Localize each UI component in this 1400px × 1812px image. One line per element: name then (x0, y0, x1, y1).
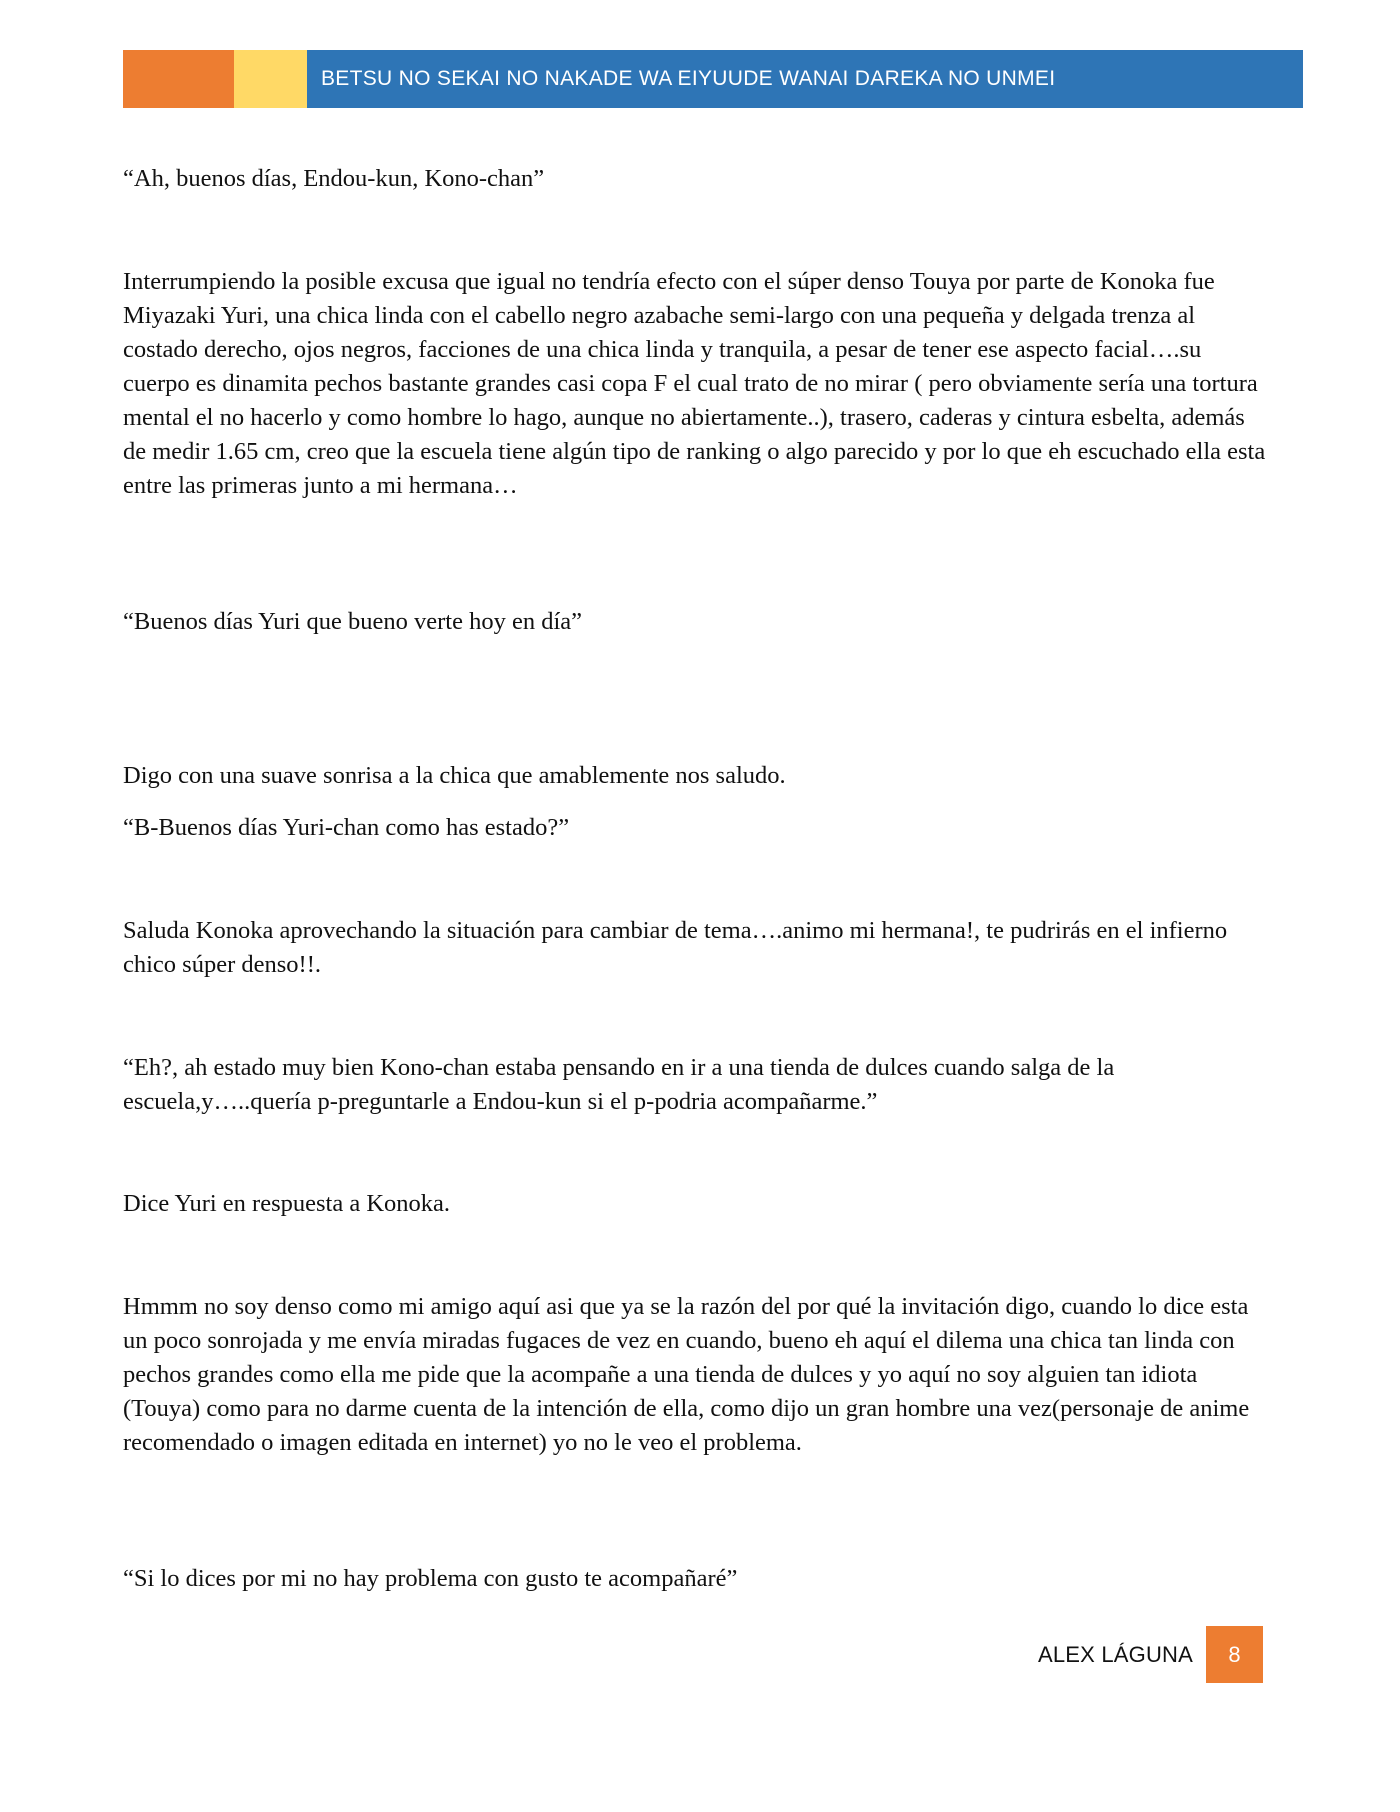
paragraph: Interrumpiendo la posible excusa que igual no tendría efecto con el súper denso Touya por parte de Konoka fue Miyazaki Yuri, una chica linda con el cabello negro azabache semi-largo con una pequeña y delgada trenza al costado derecho, ojos negros, facciones de una chica linda y tranquila, a pesar de tener ese aspecto facial….su cuerpo es dinamita pechos bastante grandes casi copa F el cual trato de no mirar ( pero obviamente sería una tortura mental el no hacerlo y como hombre lo hago, aunque no abiertamente..), trasero, caderas y cintura esbelta, además de medir 1.65 cm, creo que la escuela tiene algún tipo de ranking o algo parecido y por lo que eh escuchado ella esta entre las primeras junto a mi hermana… (123, 268, 1266, 499)
paragraph: Hmmm no soy denso como mi amigo aquí asi que ya se la razón del por qué la invitación digo, cuando lo dice esta un poco sonrojada y me envía miradas fugaces de vez en cuando, bueno eh aquí el dilema una chica tan linda con pechos grandes como ella me pide que la acompañe a una tienda de dulces y yo aquí no soy alguien tan idiota (Touya) como para no darme cuenta de la intención de ella, como dijo un gran hombre una vez(personaje de anime recomendado o imagen editada en internet) yo no le veo el problema. (123, 1293, 1250, 1456)
paragraph: “Ah, buenos días, Endou-kun, Kono-chan” (123, 165, 545, 192)
paragraph: “Buenos días Yuri que bueno verte hoy en día” (123, 608, 583, 635)
paragraph: “Eh?, ah estado muy bien Kono-chan estaba pensando en ir a una tienda de dulces cuando salga de la escuela,y…..quería p-preguntarle a Endou-kun si el p-podria acompañarme.” (123, 1054, 1115, 1115)
paragraph: Digo con una suave sonrisa a la chica que amablemente nos saludo. (123, 762, 786, 789)
header-title: BETSU NO SEKAI NO NAKADE WA EIYUUDE WANAI DAREKA NO UNMEI (321, 67, 1056, 90)
page-number: 8 (1228, 1641, 1241, 1667)
author-name: ALEX LÁGUNA (1037, 1641, 1193, 1667)
paragraph: “Si lo dices por mi no hay problema con gusto te acompañaré” (123, 1565, 738, 1592)
page-footer (1038, 1626, 1263, 1683)
paragraph: Dice Yuri en respuesta a Konoka. (123, 1190, 451, 1217)
page-header (123, 50, 1303, 108)
paragraph: “B-Buenos días Yuri-chan como has estado?” (123, 814, 570, 841)
header-orange-block (123, 50, 234, 108)
paragraph: Saluda Konoka aprovechando la situación para cambiar de tema….animo mi hermana!, te pudrirás en el infierno chico súper denso!!. (123, 917, 1228, 978)
page-number-box (1206, 1626, 1263, 1683)
header-title-bar (307, 50, 1303, 108)
header-yellow-block (234, 50, 307, 108)
